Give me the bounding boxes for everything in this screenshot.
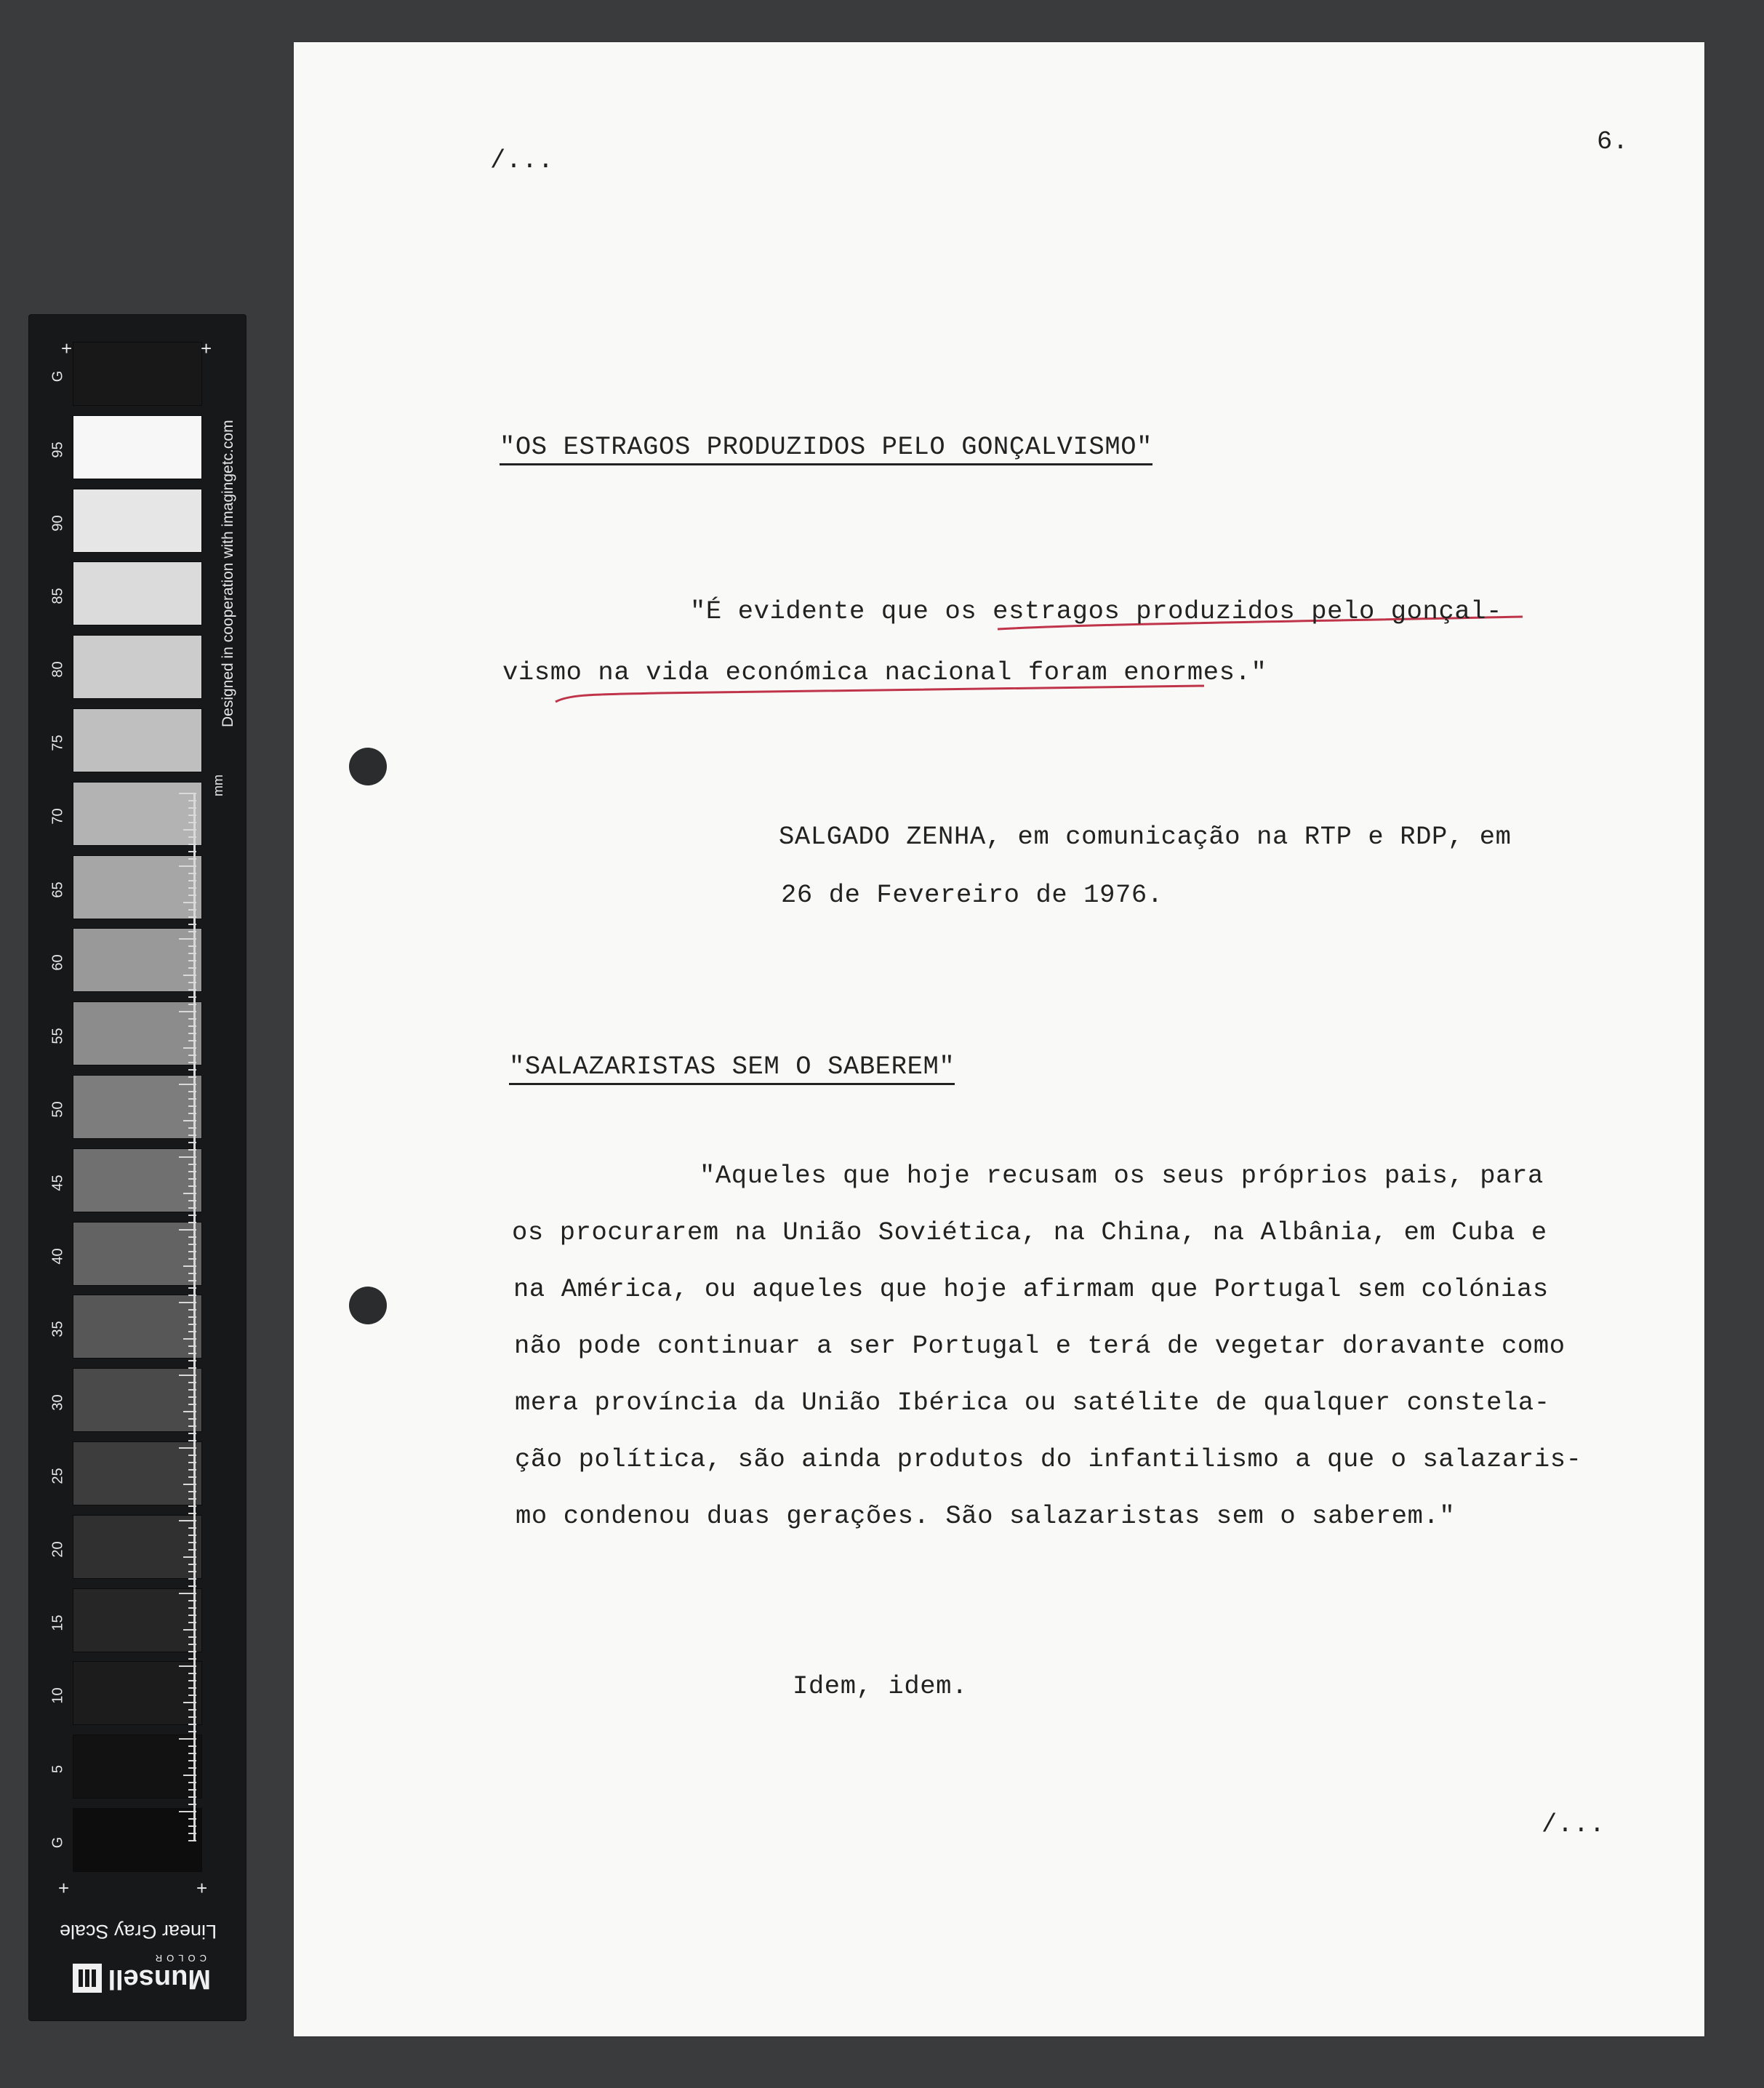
ruler-tick [188, 1076, 196, 1078]
ruler-tick [188, 1367, 196, 1369]
crosshair-icon: + [201, 337, 212, 359]
ruler-tick [188, 880, 196, 881]
section2-text-line: na América, ou aqueles que hoje afirmam que Portugal sem colónias [513, 1274, 1549, 1304]
ruler-tick [188, 858, 196, 860]
ruler-tick [188, 1273, 196, 1274]
ruler-tick [188, 807, 196, 809]
ruler-tick [188, 1135, 196, 1136]
page-number: 6. [1597, 127, 1629, 156]
ruler-tick [179, 1302, 196, 1303]
ruler-tick [188, 996, 196, 998]
ruler-tick [188, 1651, 196, 1652]
section2-heading: "SALAZARISTAS SEM O SABEREM" [509, 1052, 955, 1085]
ruler-tick [179, 938, 196, 940]
ruler-tick [188, 1796, 196, 1798]
ruler-tick [188, 1149, 196, 1151]
ruler-tick [188, 1753, 196, 1754]
ruler-tick [179, 1447, 196, 1449]
ruler-tick [188, 1251, 196, 1252]
ruler-tick [188, 1105, 196, 1107]
gray-patch-label: 85 [49, 588, 66, 605]
ruler-tick [188, 1622, 196, 1623]
gray-patch-label: 50 [49, 1101, 66, 1118]
section2-text-line: não pode continuar a ser Portugal e terá de vegetar doravante como [514, 1331, 1565, 1361]
ruler-tick [188, 1040, 196, 1041]
bottom-continuation: /... [1542, 1809, 1605, 1839]
ruler-tick [188, 1236, 196, 1238]
ruler-tick [188, 982, 196, 983]
mm-label: mm [211, 775, 225, 796]
gray-patch [73, 1661, 202, 1725]
ruler-tick [183, 829, 196, 831]
mm-ruler-ticks [193, 480, 212, 1840]
gray-patch [73, 342, 202, 406]
ruler-tick [188, 1069, 196, 1071]
ruler-tick [188, 967, 196, 969]
gray-patch [73, 1441, 202, 1505]
gray-patch-label: 5 [49, 1765, 66, 1774]
gray-patch-label: 35 [49, 1321, 66, 1338]
ruler-tick [188, 1833, 196, 1834]
ruler-tick [188, 1513, 196, 1514]
ruler-tick [183, 1484, 196, 1485]
gray-patch-label: 40 [49, 1247, 66, 1265]
ruler-tick [183, 1629, 196, 1631]
ruler-tick [183, 902, 196, 903]
ruler-tick [188, 1207, 196, 1209]
gray-patch [73, 708, 202, 772]
ruler-tick [188, 1535, 196, 1536]
section1-quote-line: vismo na vida económica nacional foram enormes." [502, 657, 1267, 687]
gray-patch [73, 1735, 202, 1799]
ruler-tick [188, 1840, 196, 1841]
gray-patch-label: 10 [49, 1687, 66, 1705]
ruler-tick [188, 1600, 196, 1601]
crosshair-icon: + [61, 337, 73, 359]
ruler-tick [188, 1804, 196, 1805]
ruler-tick [179, 1156, 196, 1158]
crosshair-icon: + [58, 1877, 70, 1899]
card-credit: Designed in cooperation with imagingetc.com [220, 420, 236, 727]
ruler-tick [179, 1738, 196, 1740]
ruler-tick [188, 1098, 196, 1100]
gray-patch-label: 75 [49, 735, 66, 751]
ruler-tick [188, 1171, 196, 1172]
ruler-tick [188, 1164, 196, 1165]
ruler-tick [179, 1084, 196, 1085]
ruler-tick [183, 1338, 196, 1340]
ruler-tick [188, 1716, 196, 1718]
ruler-tick [188, 931, 196, 932]
gray-patch [73, 1588, 202, 1652]
munsell-mark-icon [73, 1964, 102, 1993]
ruler-tick [188, 1244, 196, 1245]
section2-text-line: mo condenou duas gerações. São salazaristas sem o saberem." [516, 1501, 1456, 1531]
ruler-tick [188, 1316, 196, 1318]
ruler-tick [188, 844, 196, 845]
ruler-tick [188, 1360, 196, 1361]
ruler-tick [188, 1680, 196, 1681]
ruler-tick [188, 1185, 196, 1187]
ruler-tick [188, 1345, 196, 1347]
ruler-tick [188, 1215, 196, 1216]
gray-patch-label: 25 [49, 1468, 66, 1484]
brand-name: Munsell [108, 1964, 211, 1994]
ruler-tick [188, 1113, 196, 1114]
section1-attribution: SALGADO ZENHA, em comunicação na RTP e RDP, em [779, 822, 1512, 852]
gray-patch-label: 90 [49, 514, 66, 532]
section1-heading: "OS ESTRAGOS PRODUZIDOS PELO GONÇALVISMO" [500, 432, 1152, 465]
ruler-tick [188, 1658, 196, 1660]
top-continuation: /... [490, 145, 554, 175]
ruler-tick [188, 945, 196, 947]
ruler-tick [188, 1549, 196, 1551]
ruler-tick [188, 822, 196, 823]
gray-scale-title: Linear Gray Scale [59, 1921, 217, 1943]
ruler-tick [188, 1091, 196, 1092]
ruler-tick [179, 1011, 196, 1012]
ruler-tick [188, 1018, 196, 1020]
ruler-tick [183, 1411, 196, 1412]
gray-patch-label: 80 [49, 661, 66, 678]
ruler-tick [179, 1811, 196, 1812]
munsell-logo [73, 1949, 211, 2000]
gray-patch [73, 782, 202, 846]
ruler-tick [183, 1775, 196, 1776]
ruler-tick [188, 800, 196, 801]
ruler-tick [188, 1505, 196, 1507]
ruler-tick [188, 1418, 196, 1420]
gray-patch-label: 70 [49, 808, 66, 825]
ruler-tick [188, 916, 196, 918]
section1-quote-line: "É evidente que os estragos produzidos pelo gonçal- [690, 596, 1503, 626]
ruler-tick [188, 1491, 196, 1492]
ruler-tick [183, 1193, 196, 1194]
ruler-tick [188, 1178, 196, 1180]
section2-text-line: ção política, são ainda produtos do infantilismo a que o salazaris- [515, 1444, 1582, 1474]
gray-patch [73, 561, 202, 625]
ruler-tick [188, 1382, 196, 1383]
ruler-tick [188, 1462, 196, 1463]
ruler-tick [188, 1585, 196, 1587]
ruler-tick [179, 1375, 196, 1376]
section2-attribution: Idem, idem. [793, 1671, 968, 1701]
ruler-tick [188, 1455, 196, 1456]
ruler-tick [188, 1745, 196, 1747]
section2-text-line: "Aqueles que hoje recusam os seus próprios pais, para [699, 1161, 1544, 1191]
ruler-tick [188, 909, 196, 911]
ruler-tick [179, 1520, 196, 1521]
ruler-tick [179, 1665, 196, 1667]
gray-patch [73, 415, 202, 479]
red-pen-underline [294, 42, 1704, 2036]
gray-patch [73, 1808, 202, 1872]
gray-patch-label: G [49, 370, 66, 383]
ruler-tick [183, 1702, 196, 1703]
ruler-tick [188, 1615, 196, 1616]
ruler-tick [183, 1047, 196, 1049]
gray-patch [73, 635, 202, 699]
ruler-tick [188, 1673, 196, 1674]
ruler-tick [179, 865, 196, 867]
ruler-tick [188, 924, 196, 925]
ruler-tick [188, 1709, 196, 1711]
ruler-tick [188, 851, 196, 852]
ruler-tick [188, 989, 196, 991]
gray-patch [73, 1295, 202, 1359]
section1-attribution: 26 de Fevereiro de 1976. [781, 880, 1163, 910]
ruler-tick [188, 1578, 196, 1580]
ruler-tick [188, 1825, 196, 1827]
punch-hole [349, 748, 387, 785]
ruler-tick [188, 1127, 196, 1129]
ruler-tick [188, 1280, 196, 1281]
ruler-tick [188, 1731, 196, 1732]
ruler-tick [188, 1200, 196, 1201]
gray-patch [73, 1368, 202, 1432]
ruler-tick [188, 1055, 196, 1056]
ruler-tick [188, 1644, 196, 1645]
gray-patch-label: G [49, 1836, 66, 1849]
ruler-tick [188, 960, 196, 961]
ruler-tick [188, 1142, 196, 1143]
ruler-tick [188, 1818, 196, 1820]
crosshair-icon: + [196, 1877, 208, 1899]
ruler-tick [188, 873, 196, 874]
brand-sub: COLOR [151, 1953, 207, 1964]
section2-text-line: os procurarem na União Soviética, na China, na Albânia, em Cuba e [512, 1217, 1547, 1247]
ruler-tick [188, 953, 196, 954]
ruler-tick [183, 1556, 196, 1558]
ruler-tick [188, 1782, 196, 1783]
ruler-tick [188, 1033, 196, 1034]
gray-patch-label: 15 [49, 1614, 66, 1631]
ruler-tick [183, 1120, 196, 1121]
ruler-tick [188, 1331, 196, 1332]
ruler-tick [188, 1389, 196, 1391]
ruler-tick [188, 1295, 196, 1296]
ruler-tick [188, 1258, 196, 1260]
ruler-tick [188, 1287, 196, 1289]
ruler-tick [188, 1564, 196, 1565]
ruler-tick [188, 1767, 196, 1769]
gray-patch-label: 30 [49, 1394, 66, 1411]
gray-patch-label: 45 [49, 1175, 66, 1191]
ruler-tick [188, 1636, 196, 1638]
ruler-tick [188, 1687, 196, 1689]
ruler-tick [179, 793, 196, 794]
ruler-tick [179, 1593, 196, 1594]
ruler-tick [188, 1469, 196, 1471]
document-page [294, 42, 1704, 2036]
punch-hole [349, 1287, 387, 1324]
section2-text-line: mera província da União Ibérica ou satélite de qualquer constela- [515, 1388, 1550, 1417]
gray-patch [73, 855, 202, 919]
gray-patch-label: 60 [49, 954, 66, 972]
ruler-tick [188, 1025, 196, 1027]
ruler-tick [188, 1476, 196, 1478]
ruler-tick [188, 815, 196, 816]
ruler-tick [188, 1695, 196, 1696]
ruler-tick [188, 1396, 196, 1398]
ruler-tick [188, 836, 196, 838]
ruler-tick [188, 887, 196, 889]
ruler-tick [183, 975, 196, 976]
gray-patch-label: 95 [49, 441, 66, 458]
ruler-tick [188, 1440, 196, 1441]
ruler-tick [188, 1425, 196, 1427]
gray-patch-label: 65 [49, 881, 66, 898]
ruler-tick [188, 1404, 196, 1405]
ruler-tick [188, 1527, 196, 1529]
ruler-tick [188, 1760, 196, 1761]
ruler-tick [188, 1353, 196, 1354]
gray-patch-label: 55 [49, 1028, 66, 1044]
ruler-tick [188, 1004, 196, 1005]
gray-patch [73, 1515, 202, 1579]
ruler-tick [188, 1724, 196, 1725]
ruler-tick [188, 1789, 196, 1791]
ruler-tick [188, 1433, 196, 1434]
gray-patch [73, 489, 202, 553]
ruler-tick [188, 1542, 196, 1543]
gray-patch-label: 20 [49, 1541, 66, 1558]
ruler-tick [188, 1062, 196, 1063]
ruler-tick [188, 1324, 196, 1325]
ruler-tick [188, 1607, 196, 1609]
gray-patch [73, 1222, 202, 1286]
ruler-tick [183, 1265, 196, 1267]
ruler-tick [188, 1571, 196, 1572]
ruler-tick [188, 895, 196, 896]
ruler-tick [188, 1222, 196, 1223]
ruler-tick [188, 1309, 196, 1311]
ruler-tick [188, 1498, 196, 1500]
ruler-tick [179, 1229, 196, 1231]
